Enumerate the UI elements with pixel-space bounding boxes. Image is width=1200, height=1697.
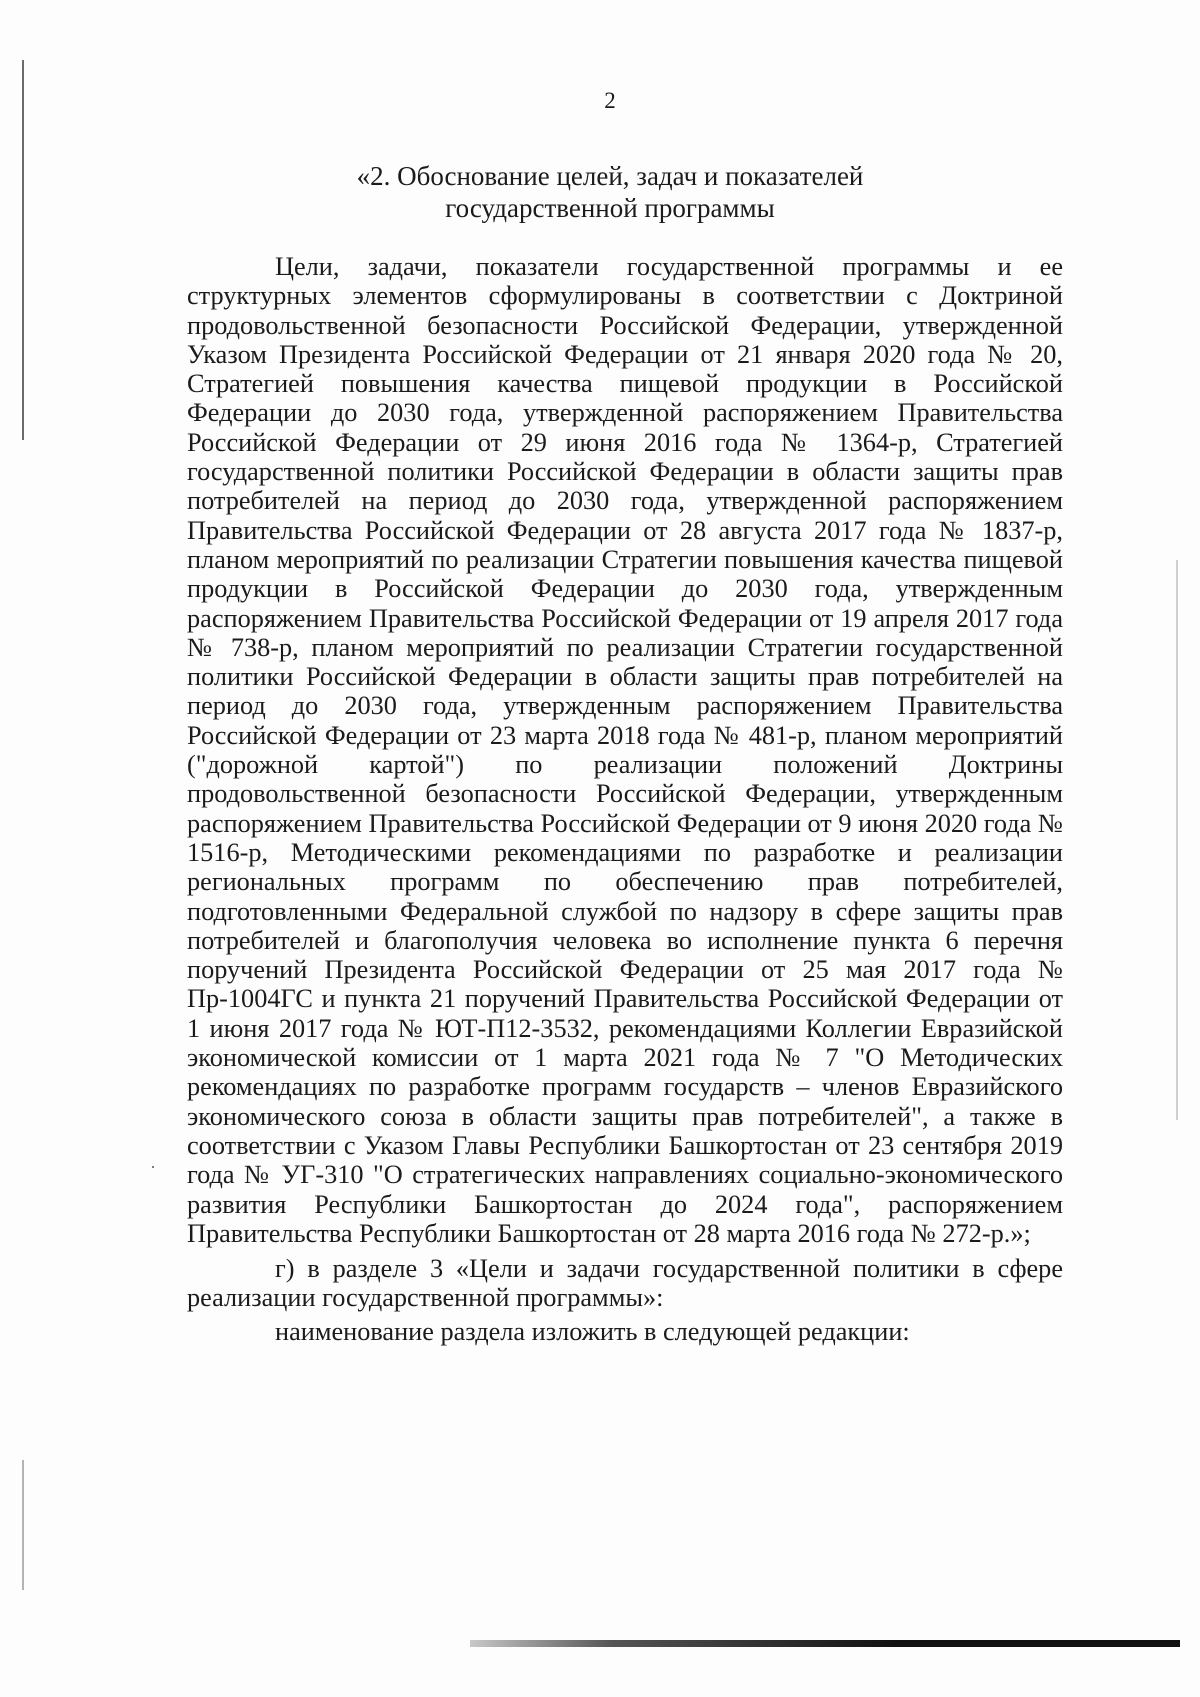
- section-heading: [180, 160, 1040, 224]
- paragraph-section-title-instruction: наименование раздела изложить в следующей редакции:: [275, 1316, 910, 1346]
- paragraph-section3-amendment: г) в разделе 3 «Цели и задачи государственной политики в сфере реализации государственной программы»:: [187, 1254, 1063, 1313]
- section-heading-line-2: государственной программы: [445, 193, 775, 223]
- scan-bottom-bar: [470, 1640, 1180, 1647]
- body-text: [187, 252, 1063, 1346]
- section-heading-line-1: «2. Обоснование целей, задач и показателей: [356, 161, 864, 191]
- paragraph-goals-justification: Цели, задачи, показатели государственной программы и ее структурных элементов сформулированы в соответствии с Доктриной продовольственной безопасности Российской Федерации, утвержденной Указом Президента Российской Федерации от 21 января 2020 года № 20, Стратегией повышения качества пищевой продукции в Российской Федерации до 2030 года, утвержденной распоряжением Правительства Российской Федерации от 29 июня 2016 года № 1364-р, Стратегией государственной политики Российской Федерации в области защиты прав потребителей на период до 2030 года, утвержденной распоряжением Правительства Российской Федерации от 28 августа 2017 года № 1837-р, планом мероприятий по реализации Стратегии повышения качества пищевой продукции в Российской Федерации до 2030 года, утвержденным распоряжением Правительства Российской Федерации от 19 апреля 2017 года № 738-р, планом мероприятий по реализации Стратегии государственной политики Российской Федерации в области защиты прав потребителей на период до 2030 года, утвержденным распоряжением Правительства Российской Федерации от 23 марта 2018 года № 481-р, планом мероприятий ("дорожной картой") по реализации положений Доктрины продовольственной безопасности Российской Федерации, утвержденным распоряжением Правительства Российской Федерации от 9 июня 2020 года № 1516-р, Методическими рекомендациями по разработке и реализации региональных программ по обеспечению прав потребителей, подготовленными Федеральной службой по надзору в сфере защиты прав потребителей и благополучия человека во исполнение пункта 6 перечня поручений Президента Российской Федерации от 25 мая 2017 года № Пр-1004ГС и пункта 21 поручений Правительства Российской Федерации от 1 июня 2017 года № ЮТ-П12-3532, рекомендациями Коллегии Евразийской экономической комиссии от 1 марта 2021 года № 7 "О Методических рекомендациях по разработке программ государств – членов Евразийского экономического союза в области защиты прав потребителей", а также в соответствии с Указом Главы Республики Башкортостан от 23 сентября 2019 года № УГ-310 "О стратегических направлениях социально-экономического развития Республики Башкортостан до 2024 года", распоряжением Правительства Республики Башкортостан от 28 марта 2016 года № 272-р.»;: [187, 252, 1063, 1248]
- scan-speck: [152, 1166, 154, 1168]
- scan-edge-line: [22, 60, 24, 440]
- scan-edge-line: [22, 1460, 24, 1590]
- page-number: 2: [604, 88, 616, 113]
- scan-edge-line: [1176, 560, 1178, 1120]
